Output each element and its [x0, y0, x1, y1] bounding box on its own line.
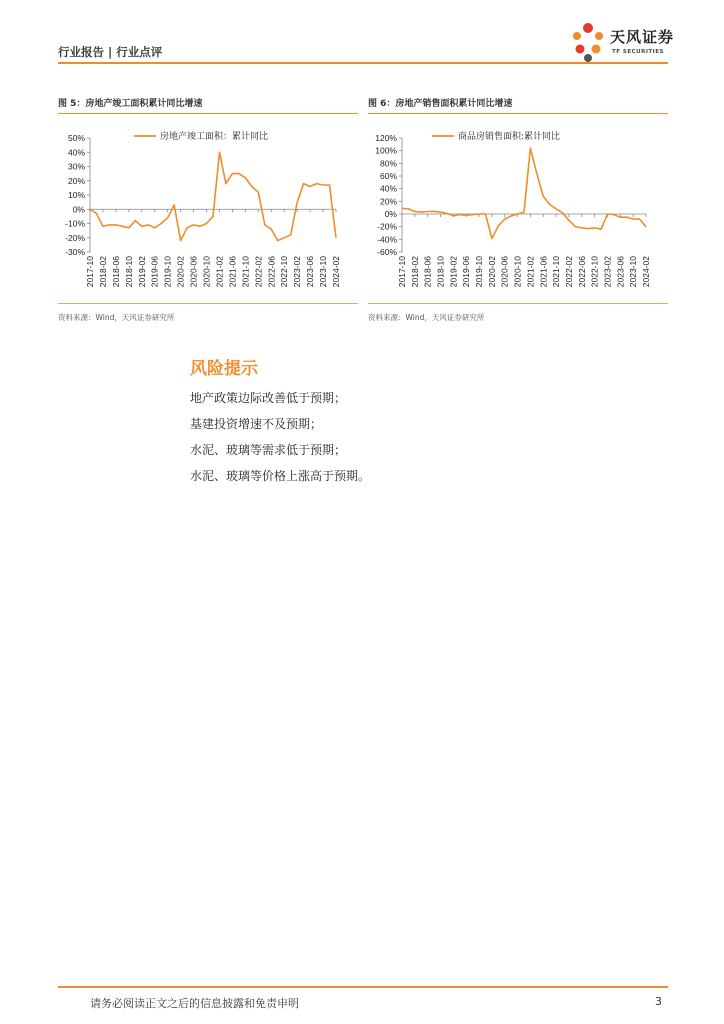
y-tick-label: -40%	[377, 234, 397, 245]
x-tick-label: 2018-02	[97, 256, 108, 288]
report-category: 行业报告 | 行业点评	[58, 45, 163, 59]
y-tick-label: 0%	[384, 209, 397, 219]
risk-heading: 风险提示	[190, 359, 258, 379]
company-logo	[566, 22, 676, 64]
x-tick-label: 2024-02	[641, 256, 651, 288]
figure-bottom-rule	[58, 303, 358, 304]
x-tick-label: 2021-02	[525, 256, 536, 288]
x-tick-label: 2018-10	[435, 256, 446, 288]
x-tick-label: 2022-02	[253, 256, 264, 288]
x-tick-label: 2019-06	[461, 256, 472, 288]
x-tick-label: 2023-10	[318, 256, 329, 288]
x-tick-label: 2020-10	[512, 256, 523, 288]
x-tick-label: 2019-02	[136, 256, 147, 288]
figure-title-rule	[368, 113, 668, 114]
x-tick-label: 2017-10	[397, 256, 407, 288]
y-tick-label: 80%	[379, 158, 397, 169]
y-tick-label: 60%	[379, 171, 397, 181]
x-tick-label: 2020-06	[499, 256, 510, 288]
x-tick-label: 2019-02	[448, 256, 459, 288]
risk-item: 水泥、玻璃等需求低于预期；	[190, 443, 347, 457]
chart-sales-area	[368, 126, 668, 306]
figure-source: 资料来源：Wind，天风证券研究所	[368, 313, 485, 322]
y-tick-label: -10%	[65, 218, 85, 229]
logo-mark-icon	[566, 22, 610, 64]
y-tick-label: 20%	[379, 196, 397, 207]
figure-title: 图 5：房地产竣工面积累计同比增速	[58, 99, 203, 109]
risk-item: 基建投资增速不及预期；	[190, 417, 323, 431]
y-tick-label: 40%	[379, 183, 397, 194]
series-line	[402, 148, 646, 239]
risk-item: 地产政策边际改善低于预期；	[190, 391, 347, 405]
y-tick-label: -20%	[377, 221, 397, 232]
x-tick-label: 2022-06	[576, 256, 587, 288]
page-number: 3	[655, 995, 662, 1008]
x-tick-label: 2023-10	[628, 256, 639, 288]
x-tick-label: 2020-06	[188, 256, 199, 288]
y-tick-label: 20%	[67, 175, 85, 186]
y-tick-label: -20%	[65, 232, 85, 243]
logo-name-cn: 天风证券	[610, 28, 675, 46]
x-tick-label: 2021-06	[538, 256, 549, 288]
y-tick-label: 40%	[67, 147, 85, 158]
figure-title-rule	[58, 113, 358, 114]
disclaimer-note: 请务必阅读正文之后的信息披露和免责申明	[90, 997, 299, 1010]
x-tick-label: 2019-10	[162, 256, 173, 288]
x-tick-label: 2020-02	[486, 256, 497, 288]
y-tick-label: 10%	[67, 190, 85, 200]
header-rule	[58, 62, 668, 64]
x-tick-label: 2022-02	[563, 256, 574, 288]
series-line	[90, 152, 336, 240]
risk-item: 水泥、玻璃等价格上涨高于预期。	[190, 469, 371, 483]
logo-name-en: TF SECURITIES	[612, 49, 664, 55]
x-tick-label: 2019-10	[474, 256, 485, 288]
y-tick-label: -30%	[65, 247, 85, 257]
x-tick-label: 2021-06	[227, 256, 238, 288]
x-tick-label: 2019-06	[149, 256, 160, 288]
x-tick-label: 2017-10	[85, 256, 95, 288]
figure-6	[368, 96, 668, 326]
figure-source: 资料来源：Wind，天风证券研究所	[58, 313, 175, 322]
x-tick-label: 2022-10	[279, 255, 290, 288]
footer-rule	[58, 986, 668, 988]
y-tick-label: 120%	[375, 133, 397, 143]
x-tick-label: 2022-06	[266, 256, 277, 288]
chart-completion-area	[58, 126, 358, 306]
x-tick-label: 2018-02	[409, 256, 420, 288]
x-tick-label: 2018-10	[123, 256, 134, 288]
x-tick-label: 2020-10	[201, 256, 212, 288]
x-tick-label: 2020-02	[175, 256, 186, 288]
y-tick-label: 50%	[67, 133, 85, 143]
x-tick-label: 2023-06	[305, 256, 316, 288]
x-tick-label: 2023-06	[615, 256, 626, 288]
figure-bottom-rule	[368, 303, 668, 304]
figure-title: 图 6：房地产销售面积累计同比增速	[368, 99, 513, 109]
y-tick-label: 30%	[67, 161, 85, 172]
x-tick-label: 2021-10	[551, 256, 562, 288]
y-tick-label: -60%	[377, 247, 397, 257]
x-tick-label: 2023-02	[292, 256, 303, 288]
x-tick-label: 2022-10	[589, 256, 600, 288]
x-tick-label: 2018-06	[110, 256, 121, 288]
x-tick-label: 2018-06	[422, 256, 433, 288]
figure-5	[58, 96, 358, 326]
x-tick-label: 2021-10	[240, 256, 251, 288]
x-tick-label: 2024-02	[331, 256, 341, 288]
legend-label: 商品房销售面积:累计同比	[458, 132, 561, 142]
legend-label: 房地产竣工面积：累计同比	[160, 132, 269, 142]
y-tick-label: 100%	[375, 145, 397, 156]
y-tick-label: 0%	[72, 204, 85, 215]
x-tick-label: 2023-02	[602, 256, 613, 288]
x-tick-label: 2021-02	[214, 256, 225, 288]
